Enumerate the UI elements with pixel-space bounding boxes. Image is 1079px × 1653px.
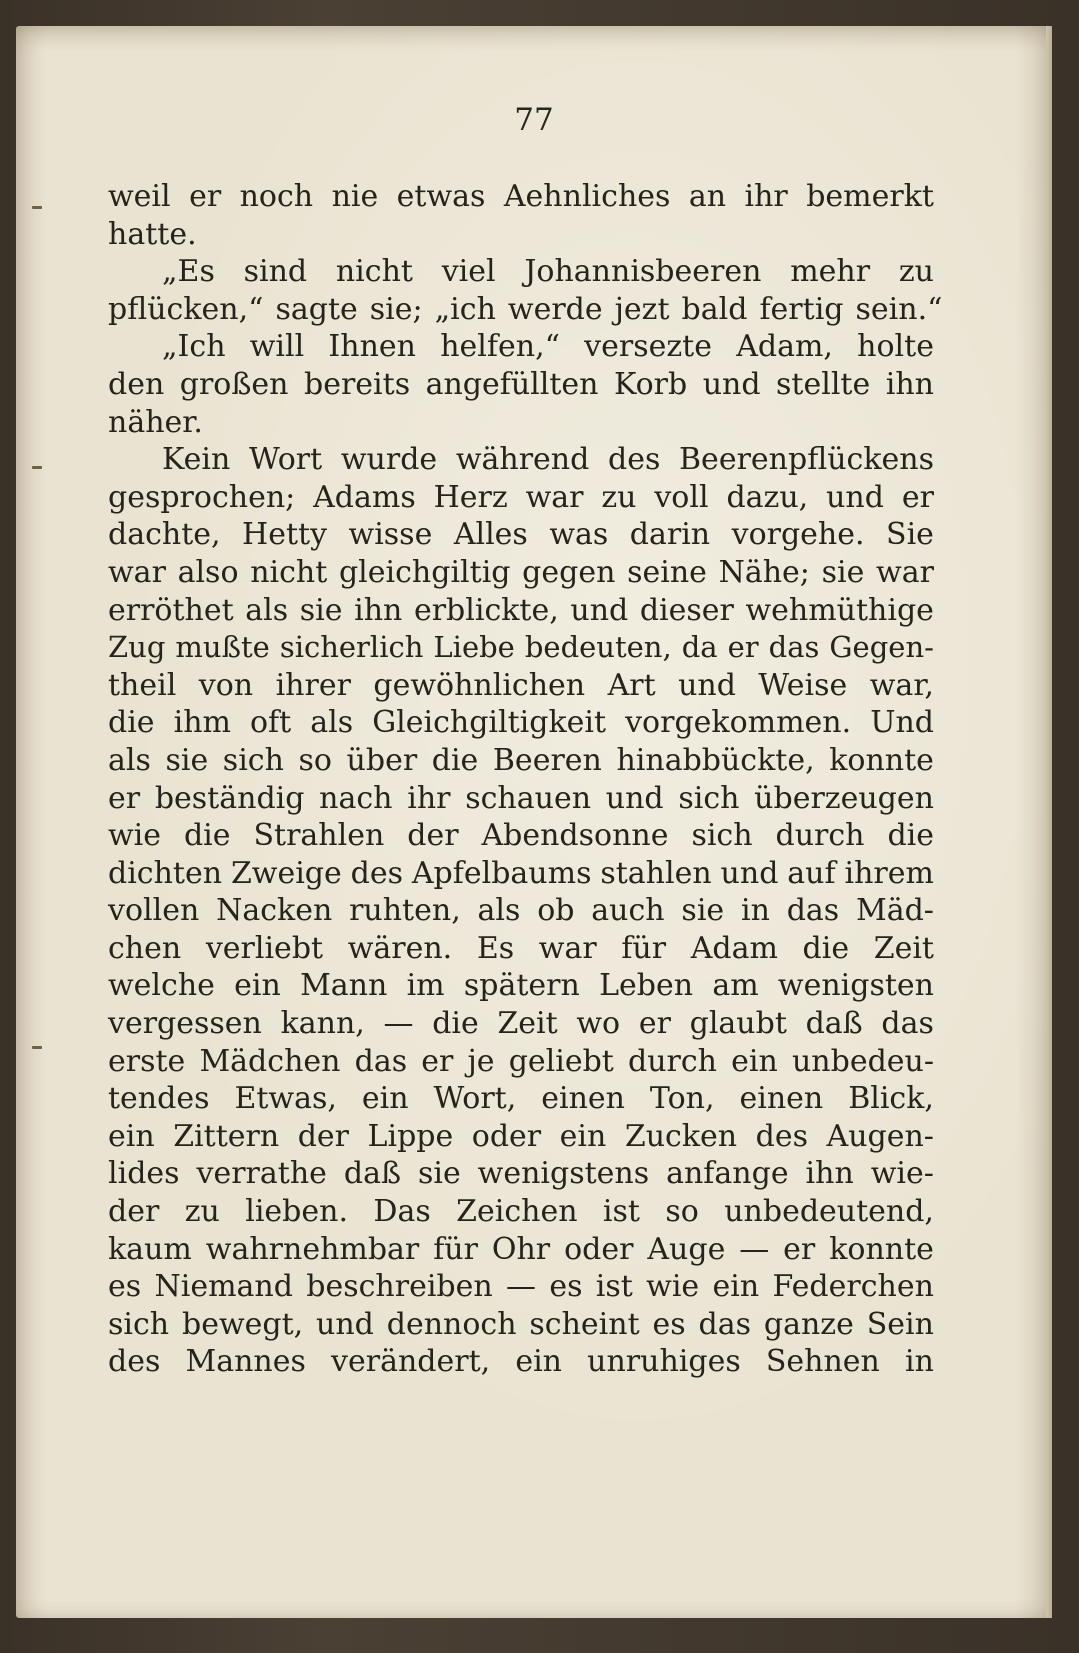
word: während	[455, 442, 590, 478]
word: und	[570, 592, 629, 628]
word: Liebe	[433, 630, 515, 665]
text-line	[108, 780, 934, 818]
word: konnte	[829, 1231, 934, 1267]
text-line	[108, 1155, 934, 1193]
word: zu	[898, 254, 934, 290]
word: sich	[678, 780, 740, 816]
word: Das	[373, 1194, 431, 1230]
text-line	[108, 178, 934, 216]
word: in	[740, 893, 770, 929]
word: nach	[319, 780, 393, 816]
word: Zeit	[497, 1006, 558, 1042]
word: helfen,“	[440, 329, 560, 365]
word: wo	[576, 1006, 621, 1042]
word: für	[433, 1231, 478, 1267]
word: unbedeu-	[791, 1043, 934, 1079]
word: die	[802, 930, 850, 966]
word: näher.	[108, 404, 203, 440]
word: Niemand	[154, 1269, 293, 1305]
word: Ton,	[649, 1081, 715, 1117]
word: daß	[343, 1156, 401, 1192]
word: Blick,	[848, 1081, 934, 1117]
word: weil	[108, 179, 171, 214]
word: Strahlen	[253, 818, 385, 854]
word: ihrem	[844, 855, 934, 891]
word: kann,	[280, 1006, 365, 1042]
word: ihr	[407, 780, 451, 816]
word: erröthet	[108, 592, 234, 628]
word: wahrnehmbar	[205, 1231, 420, 1267]
word: der	[297, 1118, 350, 1154]
word: scheint	[529, 1306, 640, 1342]
word: das	[698, 1306, 752, 1342]
word: Aehnliches	[503, 179, 671, 214]
word: als	[477, 893, 521, 929]
word: Mannes	[185, 1344, 306, 1380]
word: ihn	[354, 592, 403, 628]
word: stahlen	[600, 855, 712, 891]
word: war	[876, 554, 934, 590]
word: anfange	[666, 1156, 789, 1192]
word: Gegen-	[829, 630, 934, 665]
word: überzeugen	[754, 780, 934, 816]
word: und	[720, 855, 779, 891]
word: den	[108, 366, 165, 402]
word: angefüllten	[425, 366, 599, 402]
text-line	[108, 479, 934, 517]
word: da	[681, 630, 718, 665]
word: oder	[564, 1231, 634, 1267]
word: einen	[541, 1081, 625, 1117]
word: Nacken	[216, 893, 333, 929]
word: bedeuten,	[524, 630, 672, 665]
word: sie	[417, 1156, 461, 1192]
word: und	[605, 780, 664, 816]
word: konnte	[829, 742, 934, 778]
word: war	[538, 930, 597, 966]
word: Korb	[613, 366, 688, 402]
word: Zucken	[624, 1118, 738, 1154]
word: ruhten,	[349, 893, 461, 929]
word: als	[310, 705, 354, 741]
word: unruhiges	[587, 1344, 741, 1380]
word: jezt	[614, 291, 670, 327]
word: Beerenpflückens	[679, 442, 934, 478]
word: wurde	[340, 442, 438, 478]
word: Nähe;	[718, 554, 810, 590]
word: die	[183, 818, 231, 854]
word: auf	[787, 855, 836, 891]
word: er	[783, 1231, 816, 1267]
word: beständig	[154, 780, 305, 816]
word: die	[108, 705, 155, 741]
word: erblickte,	[413, 592, 559, 628]
word: der	[108, 1194, 160, 1230]
word: und	[678, 667, 736, 703]
word: ist	[602, 1194, 640, 1230]
text-line	[108, 817, 934, 855]
word: Apfelbaums	[411, 855, 592, 891]
word: sie;	[369, 291, 423, 327]
text-line	[108, 667, 934, 705]
word: verrathe	[196, 1156, 327, 1192]
word: will	[249, 329, 305, 365]
word: es	[652, 1306, 686, 1342]
word: sagte	[275, 291, 358, 327]
word: er	[108, 780, 141, 816]
word: glaubt	[689, 1006, 787, 1042]
word: gesprochen;	[108, 479, 296, 515]
word: er	[189, 179, 222, 214]
word: ihr	[744, 179, 788, 214]
word: war	[108, 554, 166, 590]
word: auch	[591, 893, 665, 929]
word: des	[350, 855, 404, 891]
word: sie	[165, 742, 209, 778]
word: Weise	[758, 667, 848, 703]
word: welche	[108, 968, 215, 1004]
word: sein.“	[855, 291, 943, 327]
word: versezte	[584, 329, 712, 365]
margin-marks	[32, 206, 46, 1506]
word: verliebt	[205, 930, 324, 966]
word: wie	[108, 818, 162, 854]
word: sie	[681, 893, 725, 929]
word: —	[506, 1269, 537, 1305]
word: Hetty	[242, 517, 328, 553]
word: gegen	[522, 554, 616, 590]
word: je	[467, 1043, 495, 1079]
word: dachte,	[108, 517, 221, 553]
word: Sein	[866, 1306, 934, 1342]
word: Sie	[886, 517, 934, 553]
word: die	[431, 742, 479, 778]
word: Augen-	[826, 1118, 934, 1154]
word: Wort,	[433, 1081, 517, 1117]
word: oft	[250, 705, 292, 741]
word: Zug	[108, 630, 166, 665]
word: am	[712, 968, 759, 1004]
text-line	[108, 1193, 934, 1231]
word: Ihnen	[328, 329, 416, 365]
word: er	[638, 1006, 671, 1042]
word: ob	[537, 893, 575, 929]
word: Sehnen	[765, 1344, 880, 1380]
word: chen	[108, 930, 182, 966]
word: Adam,	[736, 329, 833, 365]
word: gleichgiltig	[338, 554, 511, 590]
word: wenigstens	[477, 1156, 650, 1192]
text-line	[108, 967, 934, 1005]
word: geliebt	[508, 1043, 614, 1079]
word: oder	[471, 1118, 542, 1154]
text-line	[108, 366, 934, 404]
text-line	[108, 930, 934, 968]
word: wenigsten	[777, 968, 934, 1004]
word: Abendsonne	[481, 818, 669, 854]
word: bewegt,	[181, 1306, 304, 1342]
word: Leben	[599, 968, 694, 1004]
text-line	[108, 1306, 934, 1344]
word: Zeit	[873, 930, 934, 966]
text-line	[108, 441, 934, 479]
word: einen	[739, 1081, 824, 1117]
word: ganze	[763, 1306, 854, 1342]
text-line	[108, 704, 934, 742]
word: sind	[243, 254, 308, 290]
page-edge	[1046, 26, 1052, 1618]
word: wehmüthige	[745, 592, 934, 628]
word: ein	[731, 1043, 778, 1079]
word: dennoch	[386, 1306, 517, 1342]
word: nie	[331, 179, 379, 214]
word: das	[768, 630, 820, 665]
text-line	[108, 1080, 934, 1118]
word: —	[383, 1006, 414, 1042]
word: Johannisbeeren	[524, 254, 762, 290]
word: als	[245, 592, 289, 628]
word: er	[421, 1043, 454, 1079]
word: war	[525, 479, 584, 515]
word: ein	[712, 1269, 760, 1305]
word: unbedeutend,	[724, 1194, 934, 1230]
word: war,	[869, 667, 934, 703]
word: Es	[476, 930, 515, 966]
word: spätern	[463, 968, 580, 1004]
text-line	[108, 592, 934, 630]
word: Beeren	[492, 742, 602, 778]
page-number: 77	[514, 102, 554, 138]
word: Und	[870, 705, 934, 741]
word: sich	[108, 1306, 170, 1342]
word: darin	[629, 517, 711, 553]
word: großen	[179, 366, 289, 402]
margin-tick	[32, 206, 42, 209]
word: Zweige	[230, 855, 342, 891]
word: lieben.	[245, 1194, 348, 1230]
word: tendes	[108, 1081, 210, 1117]
text-line	[108, 1118, 934, 1156]
word: das	[354, 1043, 408, 1079]
word: ihrer	[275, 667, 351, 703]
word: sich	[691, 818, 753, 854]
word: durch	[775, 818, 865, 854]
word: gewöhnlichen	[373, 667, 586, 703]
word: ihn	[885, 366, 934, 402]
word: er	[901, 479, 934, 515]
word: er	[727, 630, 759, 665]
word: der	[407, 818, 459, 854]
word: ihn	[805, 1156, 854, 1192]
word: Wort	[248, 442, 323, 478]
word: Adam	[690, 930, 778, 966]
word: Ohr	[491, 1231, 551, 1267]
word: dichten	[108, 855, 223, 891]
word: Zittern	[173, 1118, 280, 1154]
word: voll	[654, 479, 709, 515]
word: und	[826, 479, 884, 515]
word: so	[298, 742, 332, 778]
word: über	[346, 742, 418, 778]
word: pflücken,“	[108, 291, 264, 327]
word: nicht	[250, 554, 328, 590]
word: dazu,	[726, 479, 809, 515]
word: in	[905, 1344, 934, 1380]
text-line	[108, 1343, 934, 1381]
text-line	[108, 629, 934, 667]
word: hinabbückte,	[616, 742, 815, 778]
word: mußte	[175, 630, 270, 665]
word: Mann	[300, 968, 388, 1004]
word: Zeichen	[456, 1194, 578, 1230]
word: die	[887, 818, 934, 854]
text-line	[108, 516, 934, 554]
word: wie-	[870, 1156, 934, 1192]
word: vollen	[108, 893, 200, 929]
word: Mäd-	[855, 893, 934, 929]
word: ihm	[173, 705, 231, 741]
text-line	[108, 216, 934, 254]
word: vorgekommen.	[625, 705, 852, 741]
text-line	[108, 892, 934, 930]
word: was	[549, 517, 609, 553]
word: Federchen	[772, 1269, 934, 1305]
word: Alles	[453, 517, 528, 553]
word: ein	[515, 1344, 562, 1380]
word: des	[608, 442, 661, 478]
word: —	[739, 1231, 770, 1267]
word: beschreiben	[306, 1269, 493, 1305]
word: noch	[239, 179, 314, 214]
margin-tick	[32, 466, 42, 469]
word: für	[621, 930, 667, 966]
text-line	[108, 855, 934, 893]
word: es	[108, 1269, 142, 1305]
word: Auge	[647, 1231, 726, 1267]
text-line	[108, 253, 934, 291]
word: wie	[646, 1269, 700, 1305]
word: werde	[507, 291, 603, 327]
word: Lippe	[367, 1118, 454, 1154]
text-line	[108, 554, 934, 592]
word: das	[881, 1006, 934, 1042]
word: vergessen	[108, 1006, 262, 1042]
word: also	[177, 554, 239, 590]
word: schauen	[465, 780, 592, 816]
word: wisse	[348, 517, 433, 553]
word: hatte.	[108, 216, 197, 252]
word: des	[108, 1344, 161, 1380]
margin-tick	[32, 1046, 42, 1049]
word: durch	[628, 1043, 718, 1079]
word: das	[786, 893, 840, 929]
text-line	[108, 1043, 934, 1081]
word: sich	[222, 742, 284, 778]
word: lides	[108, 1156, 180, 1192]
word: die	[432, 1006, 479, 1042]
word: im	[406, 968, 445, 1004]
book-page	[16, 26, 1052, 1618]
word: ein	[361, 1081, 409, 1117]
word: sicherlich	[279, 630, 424, 665]
word: fertig	[759, 291, 844, 327]
word: und	[316, 1306, 374, 1342]
word: so	[665, 1194, 699, 1230]
word: stellte	[776, 366, 871, 402]
text-line	[108, 1005, 934, 1043]
text-line	[108, 742, 934, 780]
word: ein	[108, 1118, 155, 1154]
text-line	[108, 404, 934, 442]
word: bereits	[303, 366, 411, 402]
text-line	[108, 328, 934, 366]
word: sie	[821, 554, 865, 590]
word: als	[108, 742, 151, 778]
word: daß	[805, 1006, 863, 1042]
word: Mädchen	[199, 1043, 341, 1079]
word: kaum	[108, 1231, 192, 1267]
word: ein	[559, 1118, 607, 1154]
word: Adams	[313, 479, 416, 515]
word: „ich	[434, 291, 496, 327]
word: an	[688, 179, 727, 214]
word: verändert,	[331, 1344, 491, 1380]
body-text	[108, 178, 943, 1381]
word: Etwas,	[234, 1081, 337, 1117]
word: des	[755, 1118, 808, 1154]
text-line	[108, 1268, 934, 1306]
word: Gleichgiltigkeit	[372, 705, 607, 741]
word: und	[702, 366, 761, 402]
word: erste	[108, 1043, 186, 1079]
word: Art	[607, 667, 656, 703]
word: viel	[441, 254, 496, 290]
word: Herz	[433, 479, 508, 515]
word: dieser	[639, 592, 734, 628]
word: „Es	[162, 254, 215, 290]
word: seine	[627, 554, 707, 590]
word: etwas	[396, 179, 486, 214]
word: Kein	[162, 442, 231, 478]
text-line	[108, 291, 943, 329]
word: bald	[681, 291, 748, 327]
word: nicht	[335, 254, 413, 290]
word: holte	[857, 329, 934, 365]
word: mehr	[790, 254, 871, 290]
word: wären.	[347, 930, 453, 966]
word: ein	[234, 968, 281, 1004]
word: ist	[595, 1269, 633, 1305]
word: bemerkt	[806, 179, 934, 214]
word: von	[198, 667, 254, 703]
word: zu	[184, 1194, 220, 1230]
word: zu	[601, 479, 637, 515]
word: „Ich	[162, 329, 226, 365]
word: vorgehe.	[731, 517, 865, 553]
word: sie	[299, 592, 343, 628]
text-line	[108, 1231, 934, 1269]
word: theil	[108, 667, 177, 703]
word: es	[549, 1269, 583, 1305]
